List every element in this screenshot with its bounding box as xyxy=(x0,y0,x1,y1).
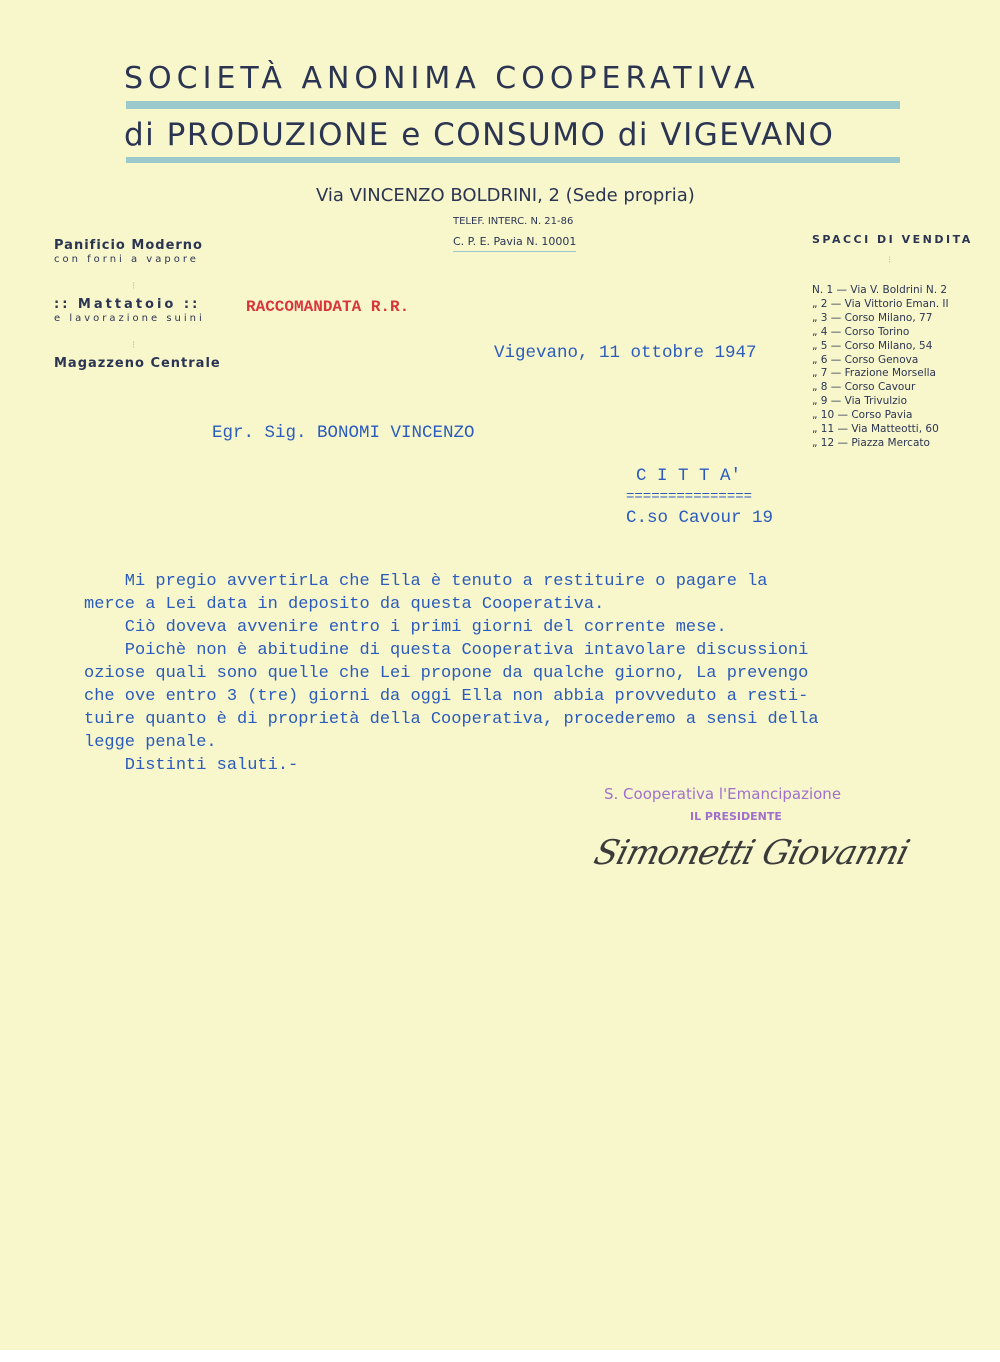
list-item: „ 5 — Corso Milano, 54 xyxy=(812,339,933,352)
department-slaughterhouse xyxy=(54,297,205,325)
registered-mail-label: RACCOMANDATA R.R. xyxy=(246,298,410,316)
department-subtitle: e lavorazione suini xyxy=(54,312,205,324)
letterhead-subtitle: di PRODUZIONE e CONSUMO di VIGEVANO xyxy=(124,117,835,153)
cpe-number: C. P. E. Pavia N. 10001 xyxy=(453,236,576,252)
outlets-title: SPACCI DI VENDITA xyxy=(812,233,973,246)
department-subtitle: con forni a vapore xyxy=(54,253,199,265)
divider xyxy=(126,157,900,163)
list-item: „ 11 — Via Matteotti, 60 xyxy=(812,423,939,436)
city-underline: =============== xyxy=(626,489,753,505)
list-item: „ 9 — Via Trivulzio xyxy=(812,395,908,408)
letter-date: Vigevano, 11 ottobre 1947 xyxy=(494,343,757,363)
department-title: Panificio Moderno xyxy=(54,238,203,253)
stamp-role: IL PRESIDENTE xyxy=(690,810,782,823)
list-item: „ 3 — Corso Milano, 77 xyxy=(812,311,933,324)
list-item: „ 12 — Piazza Mercato xyxy=(812,436,930,449)
department-title: Magazzeno Centrale xyxy=(54,356,221,371)
stamp-name: S. Cooperativa l'Emancipazione xyxy=(604,785,842,803)
list-item: „ 2 — Via Vittorio Eman. II xyxy=(812,297,949,310)
ornament-icon: ⁝ xyxy=(132,340,136,351)
list-item: „ 6 — Corso Genova xyxy=(812,353,919,366)
signature: Simonetti Giovanni xyxy=(589,833,914,873)
list-item: „ 10 — Corso Pavia xyxy=(812,409,913,422)
list-item: „ 7 — Frazione Morsella xyxy=(812,367,936,380)
address: Via VINCENZO BOLDRINI, 2 (Sede propria) xyxy=(316,185,695,206)
outlets-list xyxy=(812,284,949,451)
letterhead-title: SOCIETÀ ANONIMA COOPERATIVA xyxy=(124,61,760,96)
list-item: „ 4 — Corso Torino xyxy=(812,325,910,338)
ornament-icon: ⁝ xyxy=(888,255,892,266)
divider xyxy=(126,101,900,109)
list-item: N. 1 — Via V. Boldrini N. 2 xyxy=(812,284,948,296)
department-warehouse xyxy=(54,356,221,372)
recipient: Egr. Sig. BONOMI VINCENZO xyxy=(212,423,475,443)
telephone: TELEF. INTERC. N. 21-86 xyxy=(453,216,574,227)
letter-body: Mi pregio avvertirLa che Ella è tenuto a restituire o pagare la merce a Lei data in deposito da questa Cooperativa. Ciò doveva avvenire entro i primi giorni del corrente mese. Poichè non è abitudine di questa Cooperativa intavolare discussioni oziose quali sono quelle che Lei propone da qualche giorno, La prevengo che ove entro 3 (tre) giorni da oggi Ella non abbia provveduto a resti- tuire quanto è di proprietà della Cooperativa, procederemo a sensi della legge penale. Distinti saluti.- xyxy=(84,572,819,775)
ornament-icon: ⁝ xyxy=(132,281,136,292)
department-title: :: Mattatoio :: xyxy=(54,297,201,312)
recipient-street: C.so Cavour 19 xyxy=(626,508,774,528)
list-item: „ 8 — Corso Cavour xyxy=(812,381,916,394)
recipient-city: C I T T A' xyxy=(636,466,742,486)
department-bakery xyxy=(54,238,203,266)
